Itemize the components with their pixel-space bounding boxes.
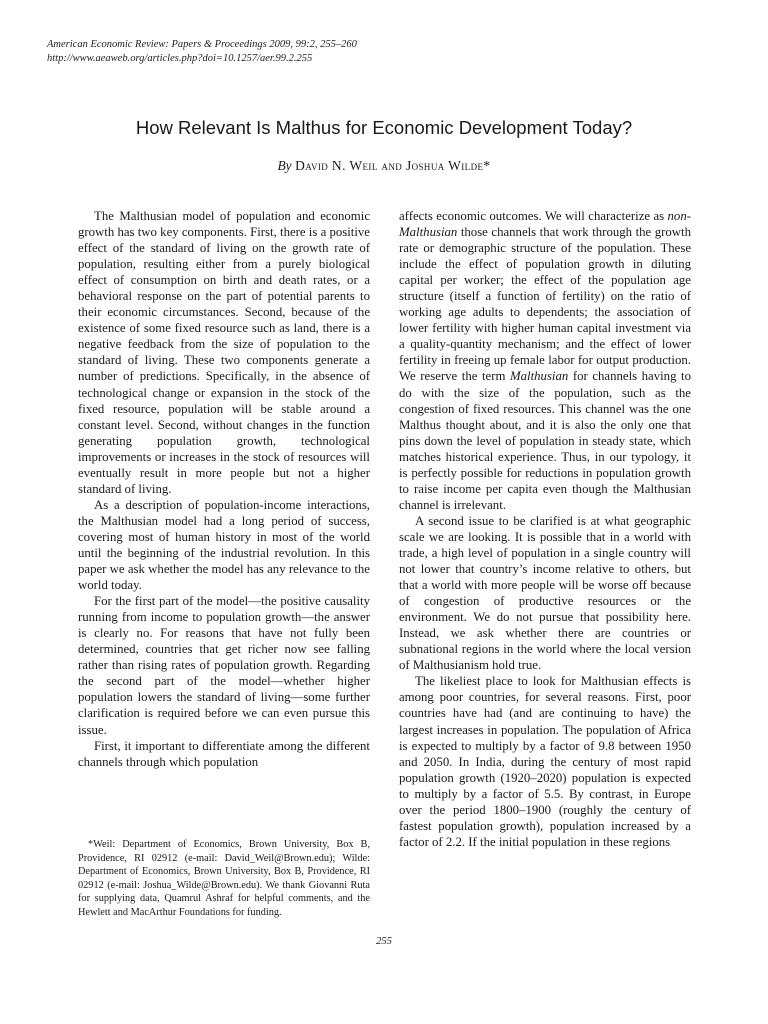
article-url[interactable]: http://www.aeaweb.org/articles.php?doi=10.1257/aer.99.2.255 xyxy=(47,53,313,64)
paragraph: A second issue to be clarified is at what geographic scale we are looking. It is possible that in a world with trade, a high level of population in a single country will not lower that country’s income relative to others, but that a world with more people will be worse off because of congestion of productive resources or the environment. We do not pursue that possibility here. Instead, we ask whether there are countries or subnational regions in the world where the local version of Malthusianism hold true. xyxy=(399,513,691,673)
emphasis-term: non-Malthusian xyxy=(399,209,691,240)
paragraph: First, it important to differentiate among the different channels through which population xyxy=(78,738,370,769)
journal-header xyxy=(47,38,357,66)
paragraph: As a description of population-income interactions, the Malthusian model had a long period of success, covering most of human history in most of the world until the beginning of the industrial revolution. In this paper we ask whether the model has any relevance to the world today. xyxy=(78,497,370,593)
paragraph: The Malthusian model of population and economic growth has two key components. First, there is a positive effect of the standard of living on the growth rate of population, resulting either from a purely biological effect of consumption on birth and death rates, or a behavioral response on the part of potential parents to their economic circumstances. Second, because of the existence of some fixed resource such as land, there is a negative feedback from the size of population to the standard of living. These two components generate a number of predictions. Specifically, in the absence of technological change or expansion in the stock of the fixed resource, population will be stable around a constant level. Second, without changes in the function generating population growth, technological improvements or increases in the stock of resources will eventually result in more people but not a higher standard of living. xyxy=(78,209,370,496)
article-title: How Relevant Is Malthus for Economic Development Today? xyxy=(135,117,633,138)
byline-authors: David N. Weil and Joshua Wilde* xyxy=(295,158,491,173)
text-run: affects economic outcomes. We will characterize as xyxy=(399,209,668,223)
text-run: those channels that work through the growth rate or demographic structure of the population. These include the effect of population growth in diluting capital per worker; the effect of the population age structure (itself a function of fertility) on the ratio of working age adults to dependents; the association of lower fertility with higher human capital investment via a quality-quantity mechanism; and the effect of lower fertility in freeing up female labor for output production. We reserve the term xyxy=(399,225,691,384)
paragraph xyxy=(399,208,691,513)
paragraph: The likeliest place to look for Malthusian effects is among poor countries, for several reasons. First, poor countries have had (and are continuing to have) the largest increases in population. The population of Africa is expected to multiply by a factor of 9.8 between 1950 and 2050. In India, during the century of most rapid population growth (1920–2020) population is expected to multiply by a factor of 5.5. By contrast, in Europe over the period 1800–1900 (roughly the century of fastest population growth), population increased by a factor of 2.2. If the initial population in these regions xyxy=(399,674,691,849)
right-column xyxy=(399,208,691,850)
author-footnote xyxy=(78,838,370,919)
byline xyxy=(0,158,768,174)
emphasis-term: Malthusian xyxy=(509,369,569,384)
journal-citation: American Economic Review: Papers & Proceedings 2009, 99:2, 255–260 xyxy=(47,39,357,50)
byline-by: By xyxy=(277,158,292,173)
left-column xyxy=(78,208,370,770)
footnote-text: *Weil: Department of Economics, Brown University, Box B, Providence, RI 02912 (e-mail: David_Weil@Brown.edu); Wilde: Department of Economics, Brown University, Box B, Providence, RI 02912 (e-mail: Joshua_Wilde@Brown.edu). We thank Giovanni Ruta for supplying data, Quamrul Ashraf for helpful comments, and the Hewlett and MacArthur Foundations for funding. xyxy=(78,839,370,918)
paragraph: For the first part of the model—the positive causality running from income to population growth—the answer is clearly no. For reasons that have not fully been determined, countries that get richer now see falling rather than rising rates of population growth. Regarding the second part of the model—whether higher population lowers the standard of living—some further clarification is required before we can even pursue this issue. xyxy=(78,594,370,737)
page-number: 255 xyxy=(376,936,392,947)
text-run: for channels having to do with the size of the population, such as the congestion of fixed resources. This channel was the one Malthus thought about, and it is also the only one that pins down the level of population in steady state, which matches historical experience. Thus, in our typology, it is perfectly possible for reductions in population growth to raise income per capita even though the Malthusian channel is irrelevant. xyxy=(399,369,691,512)
